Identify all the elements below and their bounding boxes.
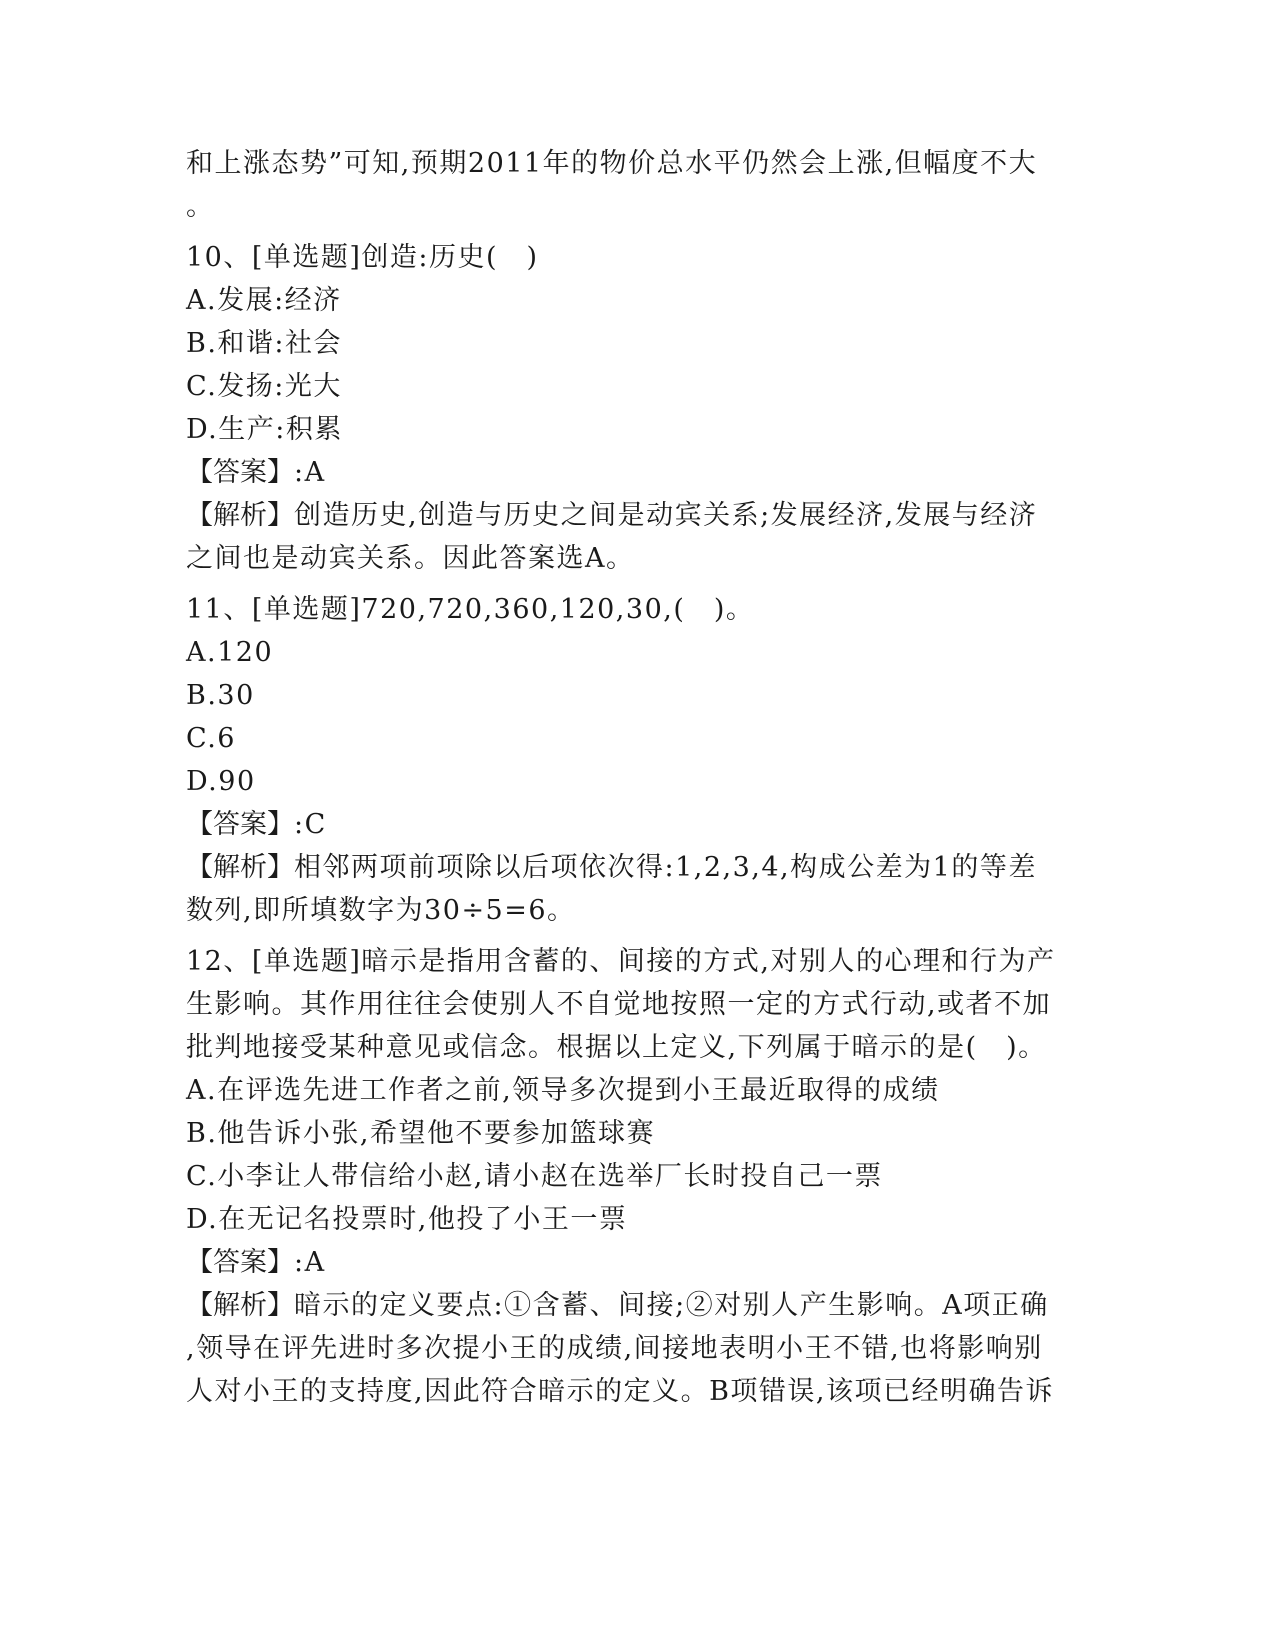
answer-value: :A bbox=[294, 1247, 326, 1278]
analysis-text: 之间也是动宾关系。因此答案选A。 bbox=[186, 543, 635, 574]
analysis-line bbox=[186, 846, 1086, 889]
option-a: A.发展:经济 bbox=[186, 285, 342, 316]
option-d: D.生产:积累 bbox=[186, 414, 343, 445]
analysis-text: 创造历史,创造与历史之间是动宾关系;发展经济,发展与经济 bbox=[294, 500, 1038, 531]
option-d: D.90 bbox=[186, 766, 256, 797]
question-10 bbox=[186, 236, 1086, 580]
analysis-label: 【解析】 bbox=[186, 852, 294, 883]
answer-label: 【答案】 bbox=[186, 457, 294, 488]
document-page bbox=[186, 142, 1086, 1413]
option-b: B.30 bbox=[186, 680, 255, 711]
answer-label: 【答案】 bbox=[186, 809, 294, 840]
question-title: 批判地接受某种意见或信念。根据以上定义,下列属于暗示的是( )。 bbox=[186, 1032, 1047, 1063]
question-title: 11、[单选题]720,720,360,120,30,( )。 bbox=[186, 594, 755, 625]
answer-value: :A bbox=[294, 457, 326, 488]
analysis-label: 【解析】 bbox=[186, 500, 294, 531]
answer-line bbox=[186, 1241, 1086, 1284]
analysis-label: 【解析】 bbox=[186, 1290, 294, 1321]
answer-line bbox=[186, 451, 1086, 494]
analysis-text: 暗示的定义要点:①含蓄、间接;②对别人产生影响。A项正确 bbox=[294, 1290, 1049, 1321]
option-d: D.在无记名投票时,他投了小王一票 bbox=[186, 1204, 628, 1235]
option-b: B.他告诉小张,希望他不要参加篮球赛 bbox=[186, 1118, 656, 1149]
option-c: C.发扬:光大 bbox=[186, 371, 342, 402]
option-b: B.和谐:社会 bbox=[186, 328, 343, 359]
analysis-line bbox=[186, 494, 1086, 537]
option-a: A.在评选先进工作者之前,领导多次提到小王最近取得的成绩 bbox=[186, 1075, 940, 1106]
intro-paragraph bbox=[186, 142, 1086, 228]
option-c: C.小李让人带信给小赵,请小赵在选举厂长时投自己一票 bbox=[186, 1161, 883, 1192]
analysis-line bbox=[186, 1284, 1086, 1327]
question-11 bbox=[186, 588, 1086, 932]
option-c: C.6 bbox=[186, 723, 236, 754]
text-line: 和上涨态势”可知,预期2011年的物价总水平仍然会上涨,但幅度不大 bbox=[186, 148, 1038, 179]
answer-label: 【答案】 bbox=[186, 1247, 294, 1278]
question-12 bbox=[186, 940, 1086, 1413]
analysis-text: 相邻两项前项除以后项依次得:1,2,3,4,构成公差为1的等差 bbox=[294, 852, 1037, 883]
analysis-text: ,领导在评先进时多次提小王的成绩,间接地表明小王不错,也将影响别 bbox=[186, 1333, 1043, 1364]
answer-value: :C bbox=[294, 809, 327, 840]
question-title: 12、[单选题]暗示是指用含蓄的、间接的方式,对别人的心理和行为产 bbox=[186, 946, 1056, 977]
question-title: 生影响。其作用往往会使别人不自觉地按照一定的方式行动,或者不加 bbox=[186, 989, 1052, 1020]
option-a: A.120 bbox=[186, 637, 274, 668]
analysis-text: 数列,即所填数字为30÷5=6。 bbox=[186, 895, 576, 926]
answer-line bbox=[186, 803, 1086, 846]
question-title: 10、[单选题]创造:历史( ) bbox=[186, 242, 539, 273]
text-line: 。 bbox=[186, 191, 215, 222]
analysis-text: 人对小王的支持度,因此符合暗示的定义。B项错误,该项已经明确告诉 bbox=[186, 1376, 1055, 1407]
